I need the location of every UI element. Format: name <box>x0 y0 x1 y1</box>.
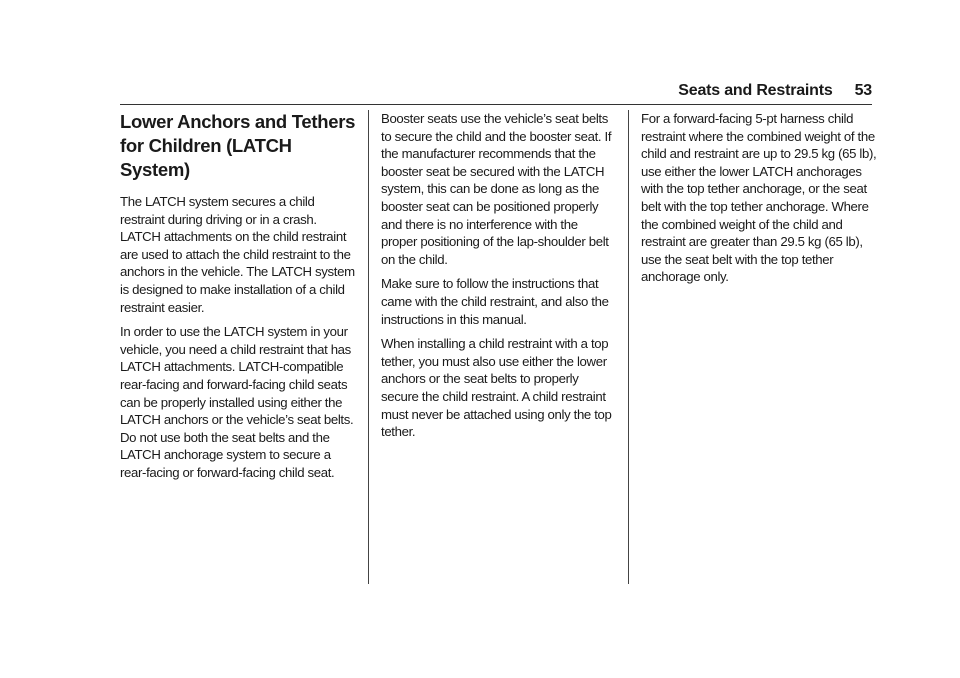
header-rule <box>120 104 872 105</box>
column-2 <box>381 110 615 448</box>
page-number: 53 <box>854 82 872 99</box>
column-3 <box>641 110 879 293</box>
section-heading: Lower Anchors and Tethers for Children (LATCH System) <box>120 111 356 180</box>
paragraph: When installing a child restraint with a top tether, you must also use either the lower anchors or the seat belts to properly secure the child restraint. A child restraint must never be attached using only the top tether. <box>381 336 612 440</box>
paragraph: Booster seats use the vehicle’s seat belts to secure the child and the booster seat. If the manufacturer recommends that the booster seat be secured with the LATCH system, this can be done as long as the booster seat can be positioned properly and there is no interference with the proper positioning of the lap-shoulder belt on the child. <box>381 111 612 267</box>
section-title-header: Seats and Restraints <box>678 82 833 99</box>
paragraph: In order to use the LATCH system in your vehicle, you need a child restraint that has LATCH attachments. LATCH-compatible rear-facing and forward-facing child seats can be properly installed using either the LATCH anchors or the vehicle’s seat belts. Do not use both the seat belts and the LATCH anchorage system to secure a rear-facing or forward-facing child seat. <box>120 324 354 480</box>
paragraph: The LATCH system secures a child restraint during driving or in a crash. LATCH attachments on the child restraint are used to attach the child restraint to the anchors in the vehicle. The LATCH system is designed to make installation of a child restraint easier. <box>120 194 355 315</box>
page-header <box>678 82 872 100</box>
column-1 <box>120 110 358 489</box>
column-divider <box>368 110 369 584</box>
column-divider <box>628 110 629 584</box>
paragraph: Make sure to follow the instructions that came with the child restraint, and also the instructions in this manual. <box>381 276 609 327</box>
paragraph: For a forward-facing 5-pt harness child restraint where the combined weight of the child and restraint are up to 29.5 kg (65 lb), use either the lower LATCH anchorages with the top tether anchorage, or the seat belt with the top tether anchorage. Where the combined weight of the child and restraint are greater than 29.5 kg (65 lb), use the seat belt with the top tether anchorage only. <box>641 111 877 285</box>
